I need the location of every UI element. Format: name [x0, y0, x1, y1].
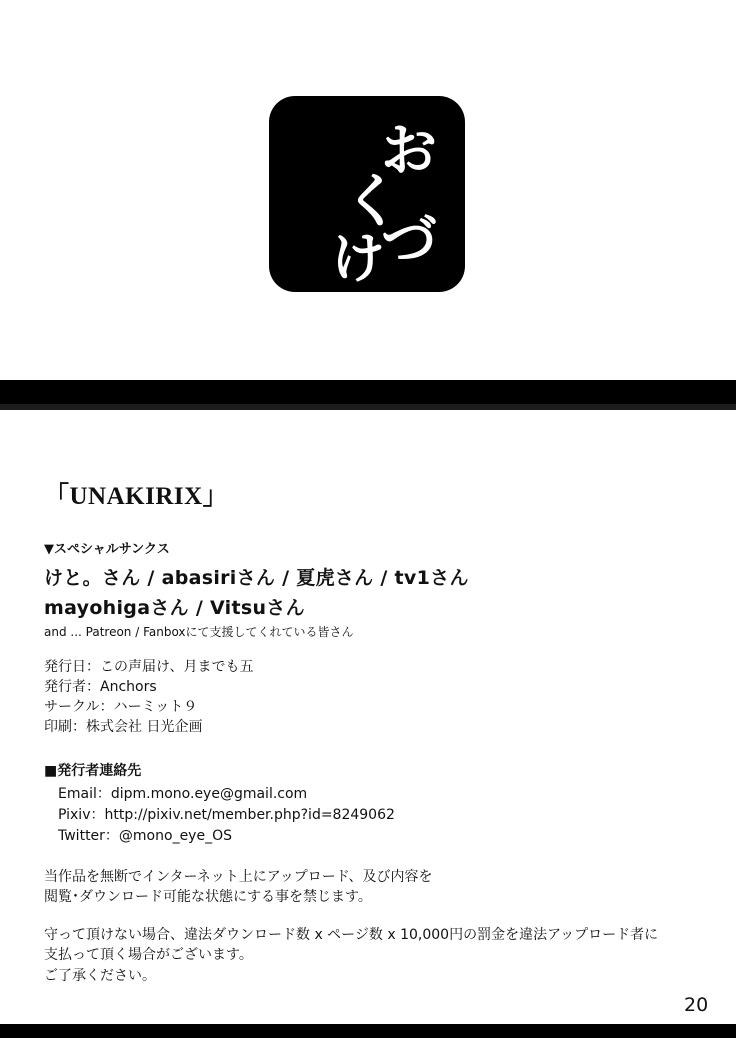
meta-circle: サークル：ハーミット９: [44, 698, 198, 715]
special-thanks-names-line-2: mayohigaさん / Vitsuさん: [44, 597, 305, 619]
special-thanks-heading: ▼スペシャルサンクス: [44, 542, 170, 557]
notice-1-line-1: 当作品を無断でインターネット上にアップロード、及び内容を: [44, 868, 433, 885]
work-title: 「UNAKIRIX」: [44, 483, 229, 510]
divider-bar: [0, 380, 736, 404]
notice-2-line-1: 守って頂けない場合、違法ダウンロード数 x ページ数 x 10,000円の罰金を違法アップロード者に: [44, 927, 659, 944]
meta-publisher: 発行者：Anchors: [44, 678, 157, 695]
title-logo-block: [269, 96, 465, 292]
special-thanks-names-line-1: けと。さん / abasiriさん / 夏虎さん / tv1さん: [44, 567, 469, 589]
logo-char-ku: く: [343, 167, 402, 235]
contact-pixiv: Pixiv：http://pixiv.net/member.php?id=8249062: [58, 806, 395, 823]
logo-char-ke: け: [331, 227, 385, 290]
colophon-section: [44, 476, 704, 1004]
special-thanks-supporters: and ... Patreon / Fanboxにて支援してくれている皆さん: [44, 625, 354, 639]
contact-twitter: Twitter：@mono_eye_OS: [58, 827, 232, 844]
contact-list: [58, 784, 704, 847]
logo-char-o: お: [381, 119, 437, 184]
publication-meta: [44, 658, 704, 738]
upload-prohibition-notice: [44, 867, 704, 908]
contact-email: Email：dipm.mono.eye@gmail.com: [58, 785, 308, 802]
logo-char-zu: づ: [381, 209, 437, 274]
meta-publish-date: 発行日：この声届け、月までも五: [44, 659, 254, 675]
penalty-notice: [44, 925, 704, 986]
contact-heading: ■発行者連絡先: [44, 762, 142, 779]
meta-printer: 印刷：株式会社 日光企画: [44, 718, 203, 735]
page-number: 20: [684, 994, 709, 1016]
notice-2-line-3: ご了承ください。: [44, 967, 156, 984]
notice-2-line-2: 支払って頂く場合がございます。: [44, 947, 253, 964]
divider-bar-shade: [0, 404, 736, 410]
bottom-bar: [0, 1024, 736, 1038]
notice-1-line-2: 閲覧･ダウンロード可能な状態にする事を禁じます。: [44, 888, 372, 905]
